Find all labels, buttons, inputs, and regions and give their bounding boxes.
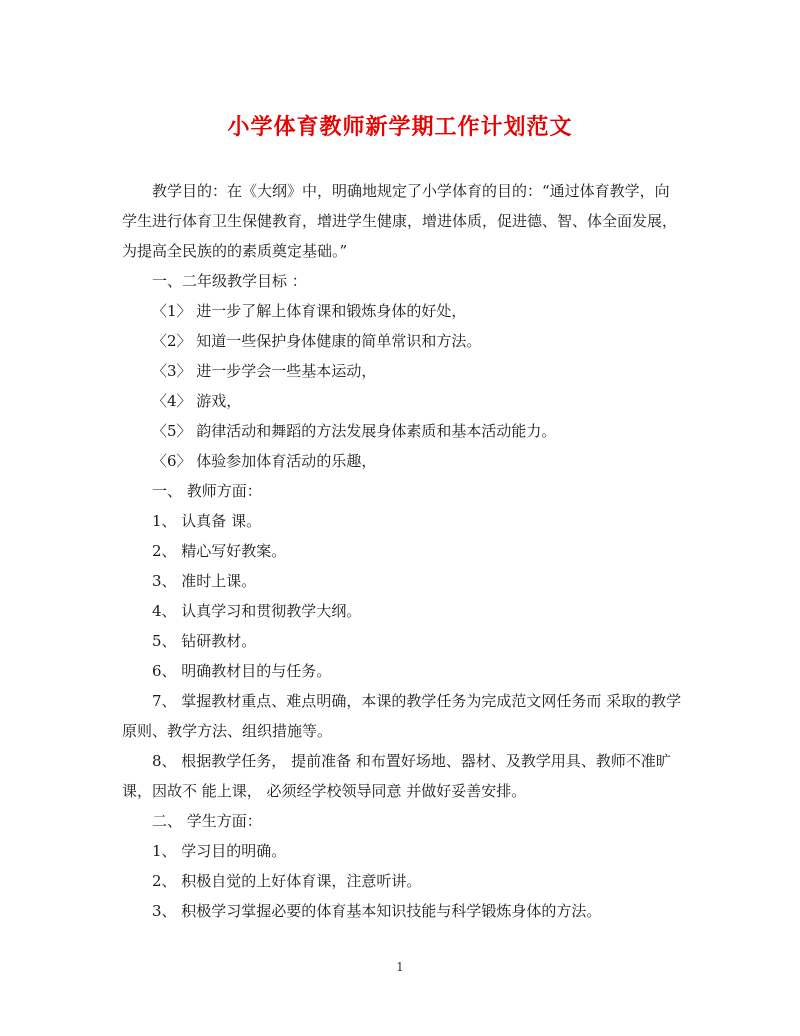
teacher-item: 4、 认真学习和贯彻教学大纲。 xyxy=(152,602,362,620)
section-heading-goals: 一、二年级教学目标 ： xyxy=(152,272,307,290)
section-heading-teacher: 一、 教师方面： xyxy=(152,482,262,500)
student-item: 3、 积极学习掌握必要的体育基本知识技能与科学锻炼身体的方法。 xyxy=(152,902,602,920)
goal-item: 〈3〉 进一步学会一些基本运动， xyxy=(152,362,377,380)
goal-item: 〈1〉 进一步了解上体育课和锻炼身体的好处， xyxy=(152,302,467,320)
document-body xyxy=(122,176,682,926)
student-item: 2、 积极自觉的上好体育课，注意听讲。 xyxy=(152,872,422,890)
section-heading-student: 二、 学生方面： xyxy=(152,812,262,830)
teacher-item-8: 8、 根据教学任务， 提前准备 和布置好场地、器材、及教学用具、教师不准旷课，因故不 能上课， 必须经学校领导同意 并做好妥善安排。 xyxy=(122,752,671,800)
teacher-item-7: 7、 掌握教材重点、难点明确，本课的教学任务为完成范文网任务而 采取的教学原则、教学方法、组织措施等。 xyxy=(122,692,682,740)
goal-item: 〈4〉 游戏， xyxy=(152,392,242,410)
teacher-item: 2、 精心写好教案。 xyxy=(152,542,287,560)
goal-item: 〈2〉 知道一些保护身体健康的简单常识和方法。 xyxy=(152,332,482,350)
student-item: 1、 学习目的明确。 xyxy=(152,842,287,860)
document-title: 小学体育教师新学期工作计划范文 xyxy=(227,114,573,140)
intro-paragraph: 教学目的：在《大纲》中，明确地规定了小学体育的目的：“通过体育教学，向学生进行体育卫生保健教育，增进学生健康，增进体质，促进德、智、体全面发展，为提高全民族的的素质奠定基础。” xyxy=(122,182,678,260)
teacher-item: 1、 认真备 课。 xyxy=(152,512,262,530)
goal-item: 〈6〉 体验参加体育活动的乐趣， xyxy=(152,452,377,470)
page-number: 1 xyxy=(396,960,404,974)
goal-item: 〈5〉 韵律活动和舞蹈的方法发展身体素质和基本活动能力。 xyxy=(152,422,557,440)
teacher-item: 3、 准时上课。 xyxy=(152,572,257,590)
teacher-item: 6、 明确教材目的与任务。 xyxy=(152,662,332,680)
teacher-item: 5、 钻研教材。 xyxy=(152,632,257,650)
